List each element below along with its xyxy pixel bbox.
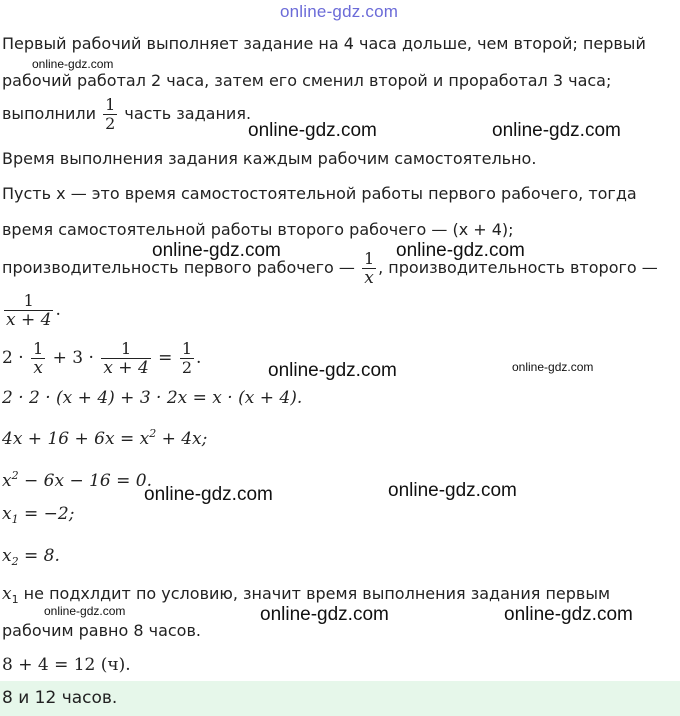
equation-3: $4x + 16 + 6x = x^2 + 4x$; — [2, 427, 208, 449]
fraction-denominator: 2 — [181, 358, 193, 377]
watermark: online-gdz.com — [152, 240, 281, 261]
root-value: = 8. — [18, 546, 60, 566]
reject-line-2: рабочим равно 8 часов. — [2, 621, 201, 640]
eq-part: 2 · — [2, 348, 30, 368]
condition-line-2: рабочий работал 2 часа, затем его сменил второй и проработал 3 часа; — [2, 71, 612, 90]
eq-part: + 4x; — [156, 429, 208, 449]
eq-part: = — [152, 348, 178, 368]
watermark: online-gdz.com — [492, 120, 621, 141]
condition-text: выполнили — [2, 104, 102, 123]
watermark: online-gdz.com — [260, 604, 389, 625]
fraction-denominator: x — [33, 358, 43, 378]
fraction — [4, 292, 53, 329]
watermark: online-gdz.com — [144, 484, 273, 505]
condition-text: часть задания. — [119, 104, 252, 123]
watermark: online-gdz.com — [512, 360, 594, 374]
productivity-text: , производительность второго — — [378, 258, 658, 277]
watermark: online-gdz.com — [504, 604, 633, 625]
fraction — [180, 340, 194, 377]
watermark: online-gdz.com — [248, 120, 377, 141]
root-2: $x_2 = 8$. — [2, 546, 60, 568]
eq-part: x — [2, 471, 12, 491]
eq-part: + 3 · — [47, 348, 100, 368]
fraction — [101, 340, 150, 377]
root-value: = −2; — [18, 504, 75, 524]
productivity-second: $\frac{1}{x + 4}$ . — [6, 291, 61, 330]
fraction — [362, 250, 376, 287]
reject-line-1: $x_1$ не подхлдит по условию, значит время выполнения задания первым — [2, 584, 611, 606]
fraction-denominator: x + 4 — [6, 310, 52, 330]
let-line-1: Пусть x — это время самостостоятельной работы первого рабочего, тогда — [2, 184, 637, 203]
condition-line-1: Первый рабочий выполняет задание на 4 часа дольше, чем второй; первый — [2, 34, 646, 53]
fraction-numerator: 1 — [23, 291, 34, 310]
fraction — [31, 340, 45, 377]
fraction-numerator: 1 — [105, 95, 116, 114]
watermark-top: online-gdz.com — [280, 2, 399, 21]
fraction-numerator: 1 — [363, 249, 375, 268]
watermark: online-gdz.com — [388, 480, 517, 501]
fraction-denominator: x + 4 — [103, 358, 149, 378]
watermark: online-gdz.com — [32, 57, 114, 71]
equation-2: 2 · 2 · (x + 4) + 3 · 2x = x · (x + 4). — [2, 388, 303, 408]
reject-text: не подхлдит по условию, значит время выполнения задания первым — [18, 584, 611, 603]
fraction-denominator: x — [364, 268, 374, 288]
watermark: online-gdz.com — [268, 360, 397, 381]
productivity-line — [2, 250, 658, 287]
eq-part: − 6x − 16 = 0. — [18, 471, 153, 491]
equation-4: $x^2 - 6x - 16 = 0$. — [2, 469, 153, 491]
let-line-2: время самостоятельной работы второго рабочего — (x + 4); — [2, 220, 514, 239]
sum-line: 8 + 4 = 12 (ч). — [2, 655, 131, 675]
root-1: $x_1 = -2$; — [2, 504, 75, 526]
eq-part: 4x + 16 + 6x = x — [2, 429, 150, 449]
watermark: online-gdz.com — [396, 240, 525, 261]
fraction-denominator: 2 — [105, 114, 116, 133]
watermark: online-gdz.com — [44, 604, 126, 618]
fraction-numerator: 1 — [33, 339, 44, 358]
condition-line-3 — [2, 96, 251, 133]
equation-1: 2 · $\frac{1}{x}$ + 3 · $\frac{1}{x + 4}$ = $\frac{1}{2}$ . — [2, 339, 202, 378]
answer-text: 8 и 12 часов. — [2, 688, 118, 708]
productivity-text: производительность первого рабочего — — [2, 258, 360, 277]
fraction — [103, 96, 117, 133]
fraction-numerator: 1 — [181, 339, 193, 358]
question-line: Время выполнения задания каждым рабочим самостоятельно. — [2, 149, 537, 168]
fraction-numerator: 1 — [120, 339, 132, 358]
